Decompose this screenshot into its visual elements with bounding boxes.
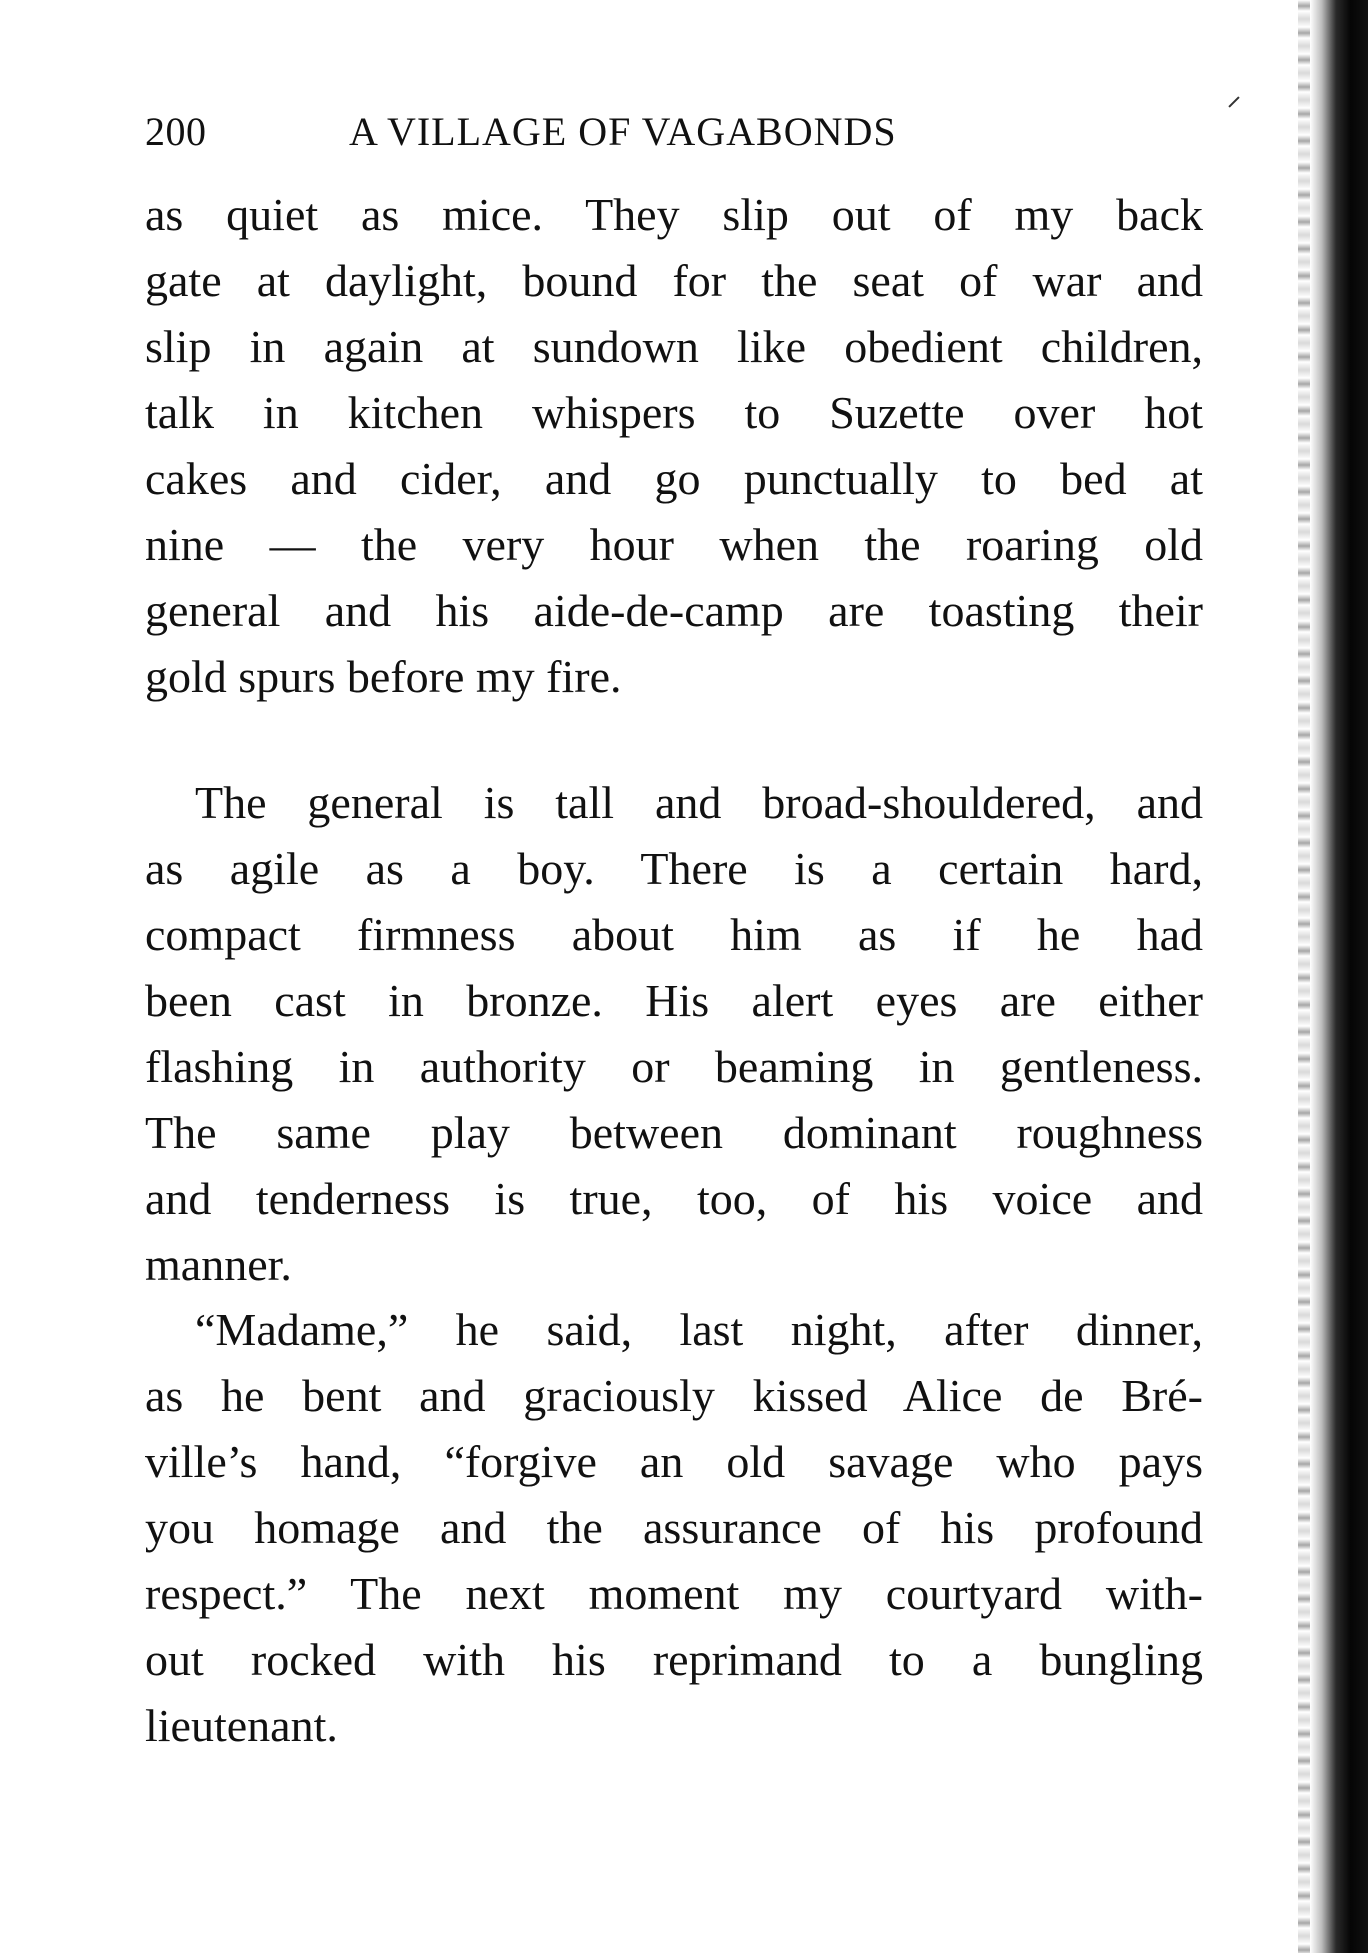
book-binding-edge bbox=[1310, 0, 1368, 1953]
text-line: manner. bbox=[145, 1239, 292, 1290]
text-line: cakes and cider, and go punctually to bed at bbox=[145, 453, 1203, 504]
page-header bbox=[145, 108, 1205, 164]
paragraph-2 bbox=[145, 770, 1203, 1298]
text-line: respect.” The next moment my courtyard with- bbox=[145, 1568, 1203, 1619]
text-line: compact firmness about him as if he had bbox=[145, 909, 1203, 960]
text-line: The general is tall and broad-shouldered, and bbox=[195, 777, 1203, 828]
text-line: The same play between dominant roughness bbox=[145, 1107, 1203, 1158]
text-line: talk in kitchen whispers to Suzette over hot bbox=[145, 387, 1203, 438]
pencil-tick-mark bbox=[1228, 96, 1239, 107]
page-number: 200 bbox=[145, 109, 207, 154]
text-line: gate at daylight, bound for the seat of war and bbox=[145, 255, 1203, 306]
text-line: you homage and the assurance of his profound bbox=[145, 1502, 1203, 1553]
text-line: and tenderness is true, too, of his voice and bbox=[145, 1173, 1203, 1224]
text-line: flashing in authority or beaming in gentleness. bbox=[145, 1041, 1203, 1092]
text-line: as quiet as mice. They slip out of my back bbox=[145, 189, 1203, 240]
text-line: general and his aide-de-camp are toasting their bbox=[145, 585, 1203, 636]
text-line: “Madame,” he said, last night, after dinner, bbox=[195, 1304, 1203, 1355]
running-title: A VILLAGE OF VAGABONDS bbox=[349, 109, 897, 154]
text-line: ville’s hand, “forgive an old savage who pays bbox=[145, 1436, 1203, 1487]
text-line: as agile as a boy. There is a certain hard, bbox=[145, 843, 1203, 894]
text-line: nine — the very hour when the roaring old bbox=[145, 519, 1203, 570]
text-line: lieutenant. bbox=[145, 1700, 338, 1751]
paragraph-1 bbox=[145, 182, 1203, 710]
text-line: out rocked with his reprimand to a bungling bbox=[145, 1634, 1203, 1685]
paragraph-3 bbox=[145, 1297, 1203, 1759]
text-line: slip in again at sundown like obedient children, bbox=[145, 321, 1203, 372]
text-line: gold spurs before my fire. bbox=[145, 651, 622, 702]
text-line: been cast in bronze. His alert eyes are either bbox=[145, 975, 1203, 1026]
text-line: as he bent and graciously kissed Alice de Bré- bbox=[145, 1370, 1203, 1421]
